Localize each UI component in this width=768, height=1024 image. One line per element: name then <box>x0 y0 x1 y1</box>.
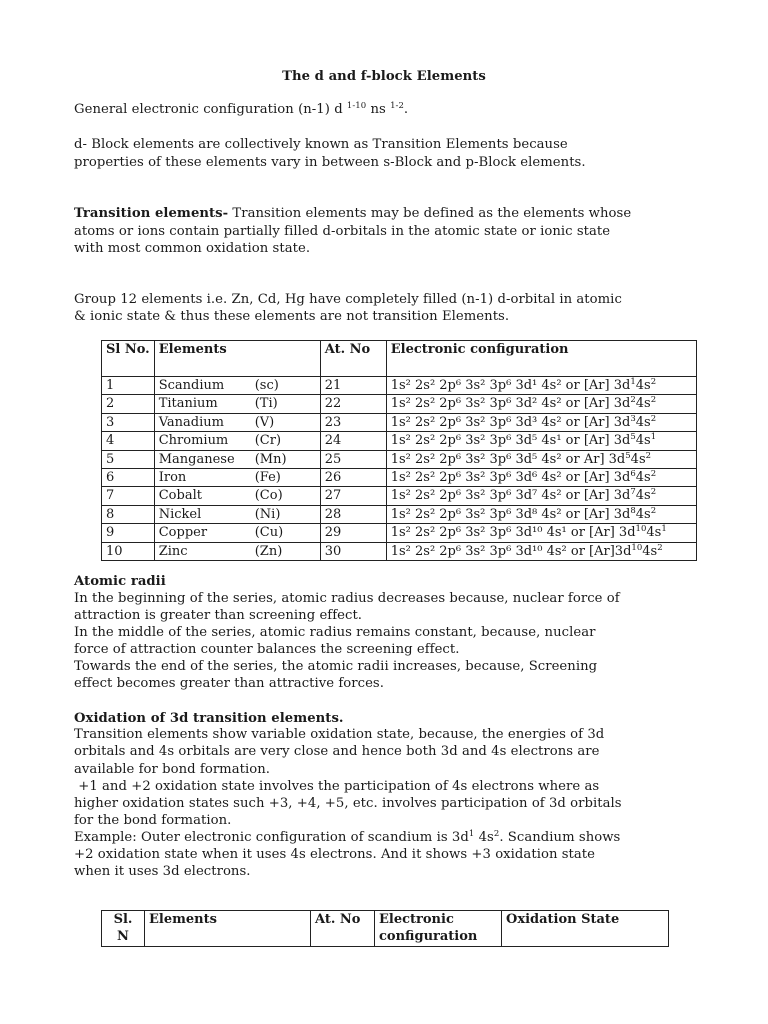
cell-at-no: 26 <box>320 469 386 487</box>
cell-config: 1s² 2s² 2p⁶ 3s² 3p⁶ 3d¹⁰ 4s¹ or [Ar] $3d^{10}4s^1$ <box>386 524 696 542</box>
oxidation-line-4: +1 and +2 oxidation state involves the participation of 4s electrons where as <box>74 779 600 794</box>
electronic-configuration-table <box>101 340 697 561</box>
cell-config: 1s² 2s² 2p⁶ 3s² 3p⁶ 3d⁷ 4s² or [Ar] $3d^74s^2$ <box>386 487 696 505</box>
cell-element: Zinc (Zn) <box>154 542 320 560</box>
header-sl-no: Sl No. <box>102 341 155 377</box>
scandium-example-line-3: when it uses 3d electrons. <box>74 864 251 879</box>
transition-definition: Transition elements- Transition elements may be defined as the elements whose <box>74 206 632 221</box>
cell-config: 1s² 2s² 2p⁶ 3s² 3p⁶ 3d⁶ 4s² or [Ar] $3d^64s^2$ <box>386 469 696 487</box>
table-row <box>102 432 697 450</box>
cell-config: 1s² 2s² 2p⁶ 3s² 3p⁶ 3d¹ 4s² or [Ar] $3d^14s^2$ <box>386 377 696 395</box>
cell-at-no: 27 <box>320 487 386 505</box>
table-row <box>102 505 697 523</box>
oxidation-heading: Oxidation of 3d transition elements. <box>74 711 344 726</box>
cell-sl: 3 <box>102 413 155 431</box>
cell-element: Scandium (sc) <box>154 377 320 395</box>
cell-element: Chromium (Cr) <box>154 432 320 450</box>
table-row <box>102 542 697 560</box>
atomic-radii-line-3: In the middle of the series, atomic radius remains constant, because, nuclear <box>74 625 596 640</box>
cell-at-no: 22 <box>320 395 386 413</box>
atomic-radii-line-4: force of attraction counter balances the screening effect. <box>74 642 460 657</box>
oxidation-state-table <box>101 910 669 947</box>
table-row <box>102 450 697 468</box>
cell-at-no: 29 <box>320 524 386 542</box>
atomic-radii-heading: Atomic radii <box>74 574 166 589</box>
table2-header-at-no: At. No <box>311 911 375 947</box>
table2-header-sl: Sl. N <box>102 911 145 947</box>
scandium-example: Example: Outer electronic configuration of scandium is $3d^1$ $4s^2$. Scandium shows <box>74 829 621 845</box>
table2-header-config: Electronic configuration <box>375 911 502 947</box>
table2-header-row <box>102 911 669 947</box>
cell-sl: 6 <box>102 469 155 487</box>
cell-config: 1s² 2s² 2p⁶ 3s² 3p⁶ 3d² 4s² or [Ar] $3d^24s^2$ <box>386 395 696 413</box>
cell-sl: 2 <box>102 395 155 413</box>
general-configuration: General electronic configuration (n-1) d $^{1-10}$ ns $^{1-2}$. <box>74 101 409 117</box>
header-at-no: At. No <box>320 341 386 377</box>
cell-sl: 5 <box>102 450 155 468</box>
table2-header-elements: Elements <box>145 911 311 947</box>
cell-element: Nickel (Ni) <box>154 505 320 523</box>
oxidation-line-3: available for bond formation. <box>74 762 271 777</box>
table2-header-oxidation: Oxidation State <box>502 911 669 947</box>
cell-config: 1s² 2s² 2p⁶ 3s² 3p⁶ 3d⁵ 4s¹ or [Ar] $3d^54s^1$ <box>386 432 696 450</box>
table-row <box>102 469 697 487</box>
cell-config: 1s² 2s² 2p⁶ 3s² 3p⁶ 3d⁵ 4s² or Ar] $3d^54s^2$ <box>386 450 696 468</box>
cell-sl: 10 <box>102 542 155 560</box>
table-row <box>102 413 697 431</box>
oxidation-line-1: Transition elements show variable oxidation state, because, the energies of 3d <box>74 727 605 742</box>
group12-line-1: Group 12 elements i.e. Zn, Cd, Hg have completely filled (n-1) d-orbital in atomic <box>74 292 622 307</box>
cell-at-no: 25 <box>320 450 386 468</box>
header-electronic-configuration: Electronic configuration <box>386 341 696 377</box>
cell-element: Cobalt (Co) <box>154 487 320 505</box>
cell-at-no: 23 <box>320 413 386 431</box>
table-row <box>102 395 697 413</box>
cell-at-no: 28 <box>320 505 386 523</box>
table-row <box>102 487 697 505</box>
cell-at-no: 21 <box>320 377 386 395</box>
cell-element: Manganese (Mn) <box>154 450 320 468</box>
table-row <box>102 377 697 395</box>
atomic-radii-line-2: attraction is greater than screening effect. <box>74 608 363 623</box>
cell-config: 1s² 2s² 2p⁶ 3s² 3p⁶ 3d¹⁰ 4s² or $[Ar]3d^{10}4s^2$ <box>386 542 696 560</box>
intro-line-2: properties of these elements vary in between s-Block and p-Block elements. <box>74 155 586 170</box>
cell-element: Copper (Cu) <box>154 524 320 542</box>
transition-line-3: with most common oxidation state. <box>74 241 311 256</box>
cell-sl: 4 <box>102 432 155 450</box>
table-header-row <box>102 341 697 377</box>
atomic-radii-line-5: Towards the end of the series, the atomic radii increases, because, Screening <box>74 659 598 674</box>
cell-at-no: 30 <box>320 542 386 560</box>
cell-sl: 8 <box>102 505 155 523</box>
intro-line-1: d- Block elements are collectively known as Transition Elements because <box>74 137 568 152</box>
header-elements: Elements <box>154 341 320 377</box>
oxidation-line-6: for the bond formation. <box>74 813 232 828</box>
cell-element: Vanadium (V) <box>154 413 320 431</box>
cell-config: 1s² 2s² 2p⁶ 3s² 3p⁶ 3d³ 4s² or [Ar] $3d^34s^2$ <box>386 413 696 431</box>
oxidation-line-2: orbitals and 4s orbitals are very close and hence both 3d and 4s electrons are <box>74 744 600 759</box>
cell-sl: 9 <box>102 524 155 542</box>
cell-config: 1s² 2s² 2p⁶ 3s² 3p⁶ 3d⁸ 4s² or [Ar] $3d^84s^2$ <box>386 505 696 523</box>
cell-element: Titanium (Ti) <box>154 395 320 413</box>
transition-line-2: atoms or ions contain partially filled d-orbitals in the atomic state or ionic state <box>74 224 611 239</box>
cell-element: Iron (Fe) <box>154 469 320 487</box>
cell-sl: 7 <box>102 487 155 505</box>
cell-sl: 1 <box>102 377 155 395</box>
group12-line-2: & ionic state & thus these elements are not transition Elements. <box>74 309 510 324</box>
oxidation-line-5: higher oxidation states such +3, +4, +5, etc. involves participation of 3d orbitals <box>74 796 622 811</box>
scandium-example-line-2: +2 oxidation state when it uses 4s electrons. And it shows +3 oxidation state <box>74 847 596 862</box>
atomic-radii-line-1: In the beginning of the series, atomic radius decreases because, nuclear force of <box>74 591 620 606</box>
cell-at-no: 24 <box>320 432 386 450</box>
page-title: The d and f-block Elements <box>282 69 486 84</box>
atomic-radii-line-6: effect becomes greater than attractive forces. <box>74 676 384 691</box>
table-row <box>102 524 697 542</box>
